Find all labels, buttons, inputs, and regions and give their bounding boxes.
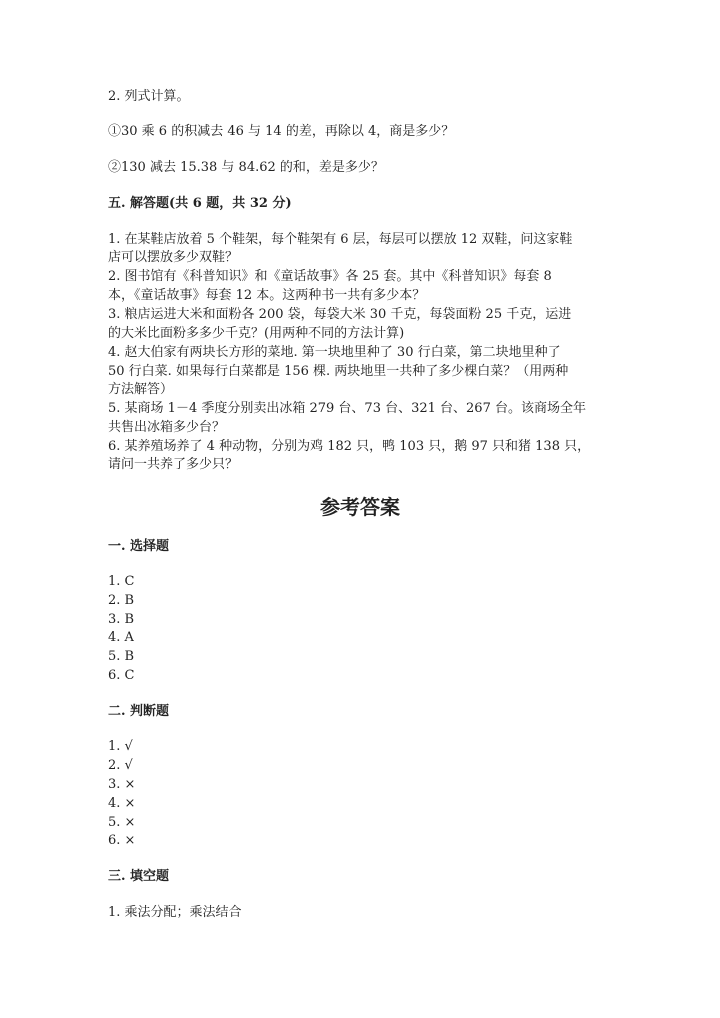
choice-heading: 一. 选择题 (108, 539, 170, 554)
choice-answer: 4. A (108, 630, 134, 645)
section5-line: 请问一共养了多少只？ (108, 457, 239, 472)
fill-answer: 1. 乘法分配；乘法结合 (108, 905, 242, 920)
section5-line: 1. 在某鞋店放着 5 个鞋架，每个鞋架有 6 层，每层可以摆放 12 双鞋，问这家鞋 (108, 232, 573, 247)
calc-question-1: ①30 乘 6 的积减去 46 与 14 的差，再除以 4，商是多少？ (108, 124, 455, 139)
judge-answer: 2. √ (108, 758, 133, 773)
judge-answer: 6. × (108, 833, 136, 848)
section5-line: 店可以摆放多少双鞋？ (108, 250, 239, 265)
fill-heading: 三. 填空题 (108, 869, 170, 884)
section5-line: 50 行白菜. 如果每行白菜都是 156 棵. 两块地里一共种了多少棵白菜？（用两种 (108, 364, 569, 379)
section5-line: 4. 赵大伯家有两块长方形的菜地. 第一块地里种了 30 行白菜，第二块地里种了 (108, 345, 561, 360)
choice-answer: 5. B (108, 649, 135, 664)
section5-line: 2. 图书馆有《科普知识》和《童话故事》各 25 套。其中《科普知识》每套 8 (108, 269, 552, 284)
section5-heading: 五. 解答题(共 6 题，共 32 分) (108, 196, 292, 211)
choice-answer: 6. C (108, 668, 135, 683)
section5-line: 本，《童话故事》每套 12 本。这两种书一共有多少本？ (108, 288, 426, 303)
answers-title: 参考答案 (320, 495, 400, 519)
judge-heading: 二. 判断题 (108, 704, 170, 719)
section5-line: 方法解答） (108, 382, 174, 397)
calc-heading: 2. 列式计算。 (108, 89, 190, 104)
section5-line: 的大米比面粉多多少千克？(用两种不同的方法计算) (108, 326, 405, 341)
judge-answer: 5. × (108, 815, 136, 830)
section5-line: 共售出冰箱多少台？ (108, 420, 226, 435)
judge-answer: 4. × (108, 796, 136, 811)
choice-answer: 1. C (108, 574, 135, 589)
judge-answer: 1. √ (108, 739, 133, 754)
calc-question-2: ②130 减去 15.38 与 84.62 的和，差是多少？ (108, 160, 384, 175)
choice-answer: 3. B (108, 612, 135, 627)
judge-answer: 3. × (108, 777, 136, 792)
section5-line: 3. 粮店运进大米和面粉各 200 袋，每袋大米 30 千克，每袋面粉 25 千克，运进 (108, 307, 572, 322)
choice-answer: 2. B (108, 593, 135, 608)
section5-line: 5. 某商场 1－4 季度分别卖出冰箱 279 台、73 台、321 台、267 台。该商场全年 (108, 401, 586, 416)
section5-line: 6. 某养殖场养了 4 种动物，分别为鸡 182 只，鸭 103 只，鹅 97 只和猪 138 只， (108, 439, 591, 454)
